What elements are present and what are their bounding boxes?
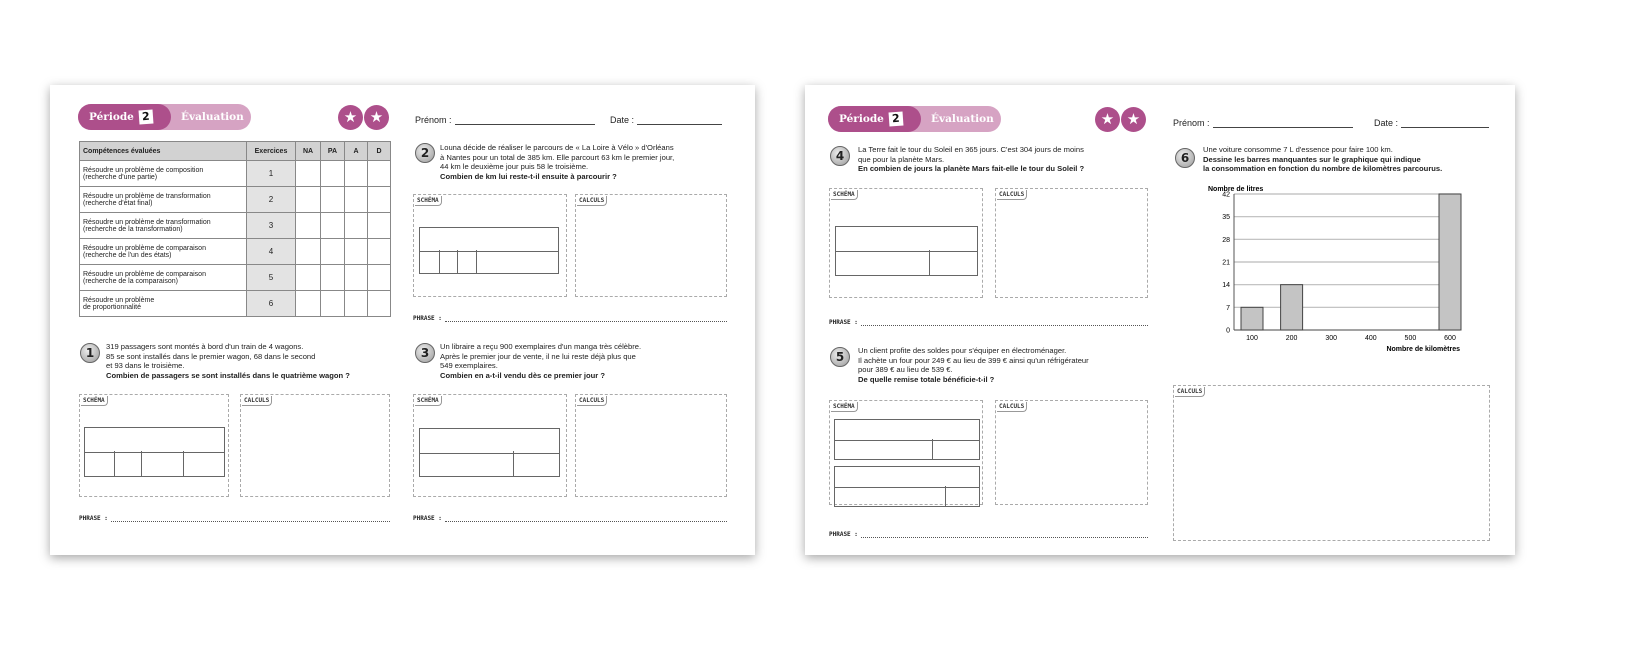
bar-model — [419, 227, 559, 274]
y-axis-label: Nombre de litres — [1208, 186, 1264, 193]
phrase-line[interactable] — [413, 515, 727, 522]
competence-line: Résoudre un problème de transformation — [83, 218, 211, 226]
prenom-label: Prénom : — [1173, 118, 1210, 128]
schema-box[interactable] — [829, 188, 983, 298]
exercise-1-badge: 1 — [80, 343, 100, 363]
phrase-line[interactable] — [829, 319, 1148, 326]
table-row — [80, 213, 391, 239]
question: En combien de jours la planète Mars fait-elle le tour du Soleil ? — [858, 164, 1085, 174]
bar-model — [419, 428, 560, 477]
a-checkbox-cell[interactable] — [345, 239, 368, 265]
col-header: NA — [296, 142, 321, 161]
competence-line: Résoudre un problème de comparaison — [83, 244, 206, 252]
text-line: Une voiture consomme 7 L d'essence pour faire 100 km. — [1203, 145, 1393, 154]
phrase-label: PHRASE : — [829, 531, 858, 538]
schema-label: SCHÉMA — [415, 396, 442, 406]
calculs-label: CALCULS — [577, 396, 607, 406]
schema-box[interactable] — [413, 394, 567, 497]
exercise-4-badge: 4 — [830, 146, 850, 166]
calculs-label: CALCULS — [577, 196, 607, 206]
col-header: A — [345, 142, 368, 161]
star-icon: ★ — [1095, 107, 1120, 132]
table-row — [80, 239, 391, 265]
schema-box[interactable] — [829, 400, 983, 505]
competence-line: Résoudre un problème de transformation — [83, 192, 211, 200]
exercise-number-cell: 2 — [247, 187, 296, 213]
na-checkbox-cell[interactable] — [296, 239, 321, 265]
question: Combien en a-t-il vendu dès ce premier jour ? — [440, 370, 605, 380]
question: Combien de passagers se sont installés dans le quatrième wagon ? — [106, 370, 350, 380]
a-checkbox-cell[interactable] — [345, 213, 368, 239]
y-tick-label: 35 — [1222, 214, 1230, 222]
consumption-bar-chart[interactable] — [1185, 183, 1485, 368]
schema-label: SCHÉMA — [831, 402, 858, 412]
periode-label: Période — [839, 113, 884, 125]
bar-model — [834, 466, 980, 507]
calculs-box[interactable] — [240, 394, 390, 497]
calculs-label: CALCULS — [997, 402, 1027, 412]
competence-cell — [80, 239, 247, 265]
bar-model — [84, 427, 225, 477]
a-checkbox-cell[interactable] — [345, 265, 368, 291]
worksheet-page-1 — [50, 85, 755, 555]
calculs-box[interactable] — [575, 394, 727, 497]
phrase-label: PHRASE : — [829, 319, 858, 326]
question: Dessine les barres manquantes sur le graphique qui indique — [1203, 154, 1421, 164]
na-checkbox-cell[interactable] — [296, 161, 321, 187]
x-tick-label: 600 — [1444, 335, 1456, 342]
d-checkbox-cell[interactable] — [368, 213, 391, 239]
a-checkbox-cell[interactable] — [345, 187, 368, 213]
phrase-line[interactable] — [79, 515, 390, 522]
exercise-6-badge: 6 — [1175, 148, 1195, 168]
exercise-number-cell: 3 — [247, 213, 296, 239]
exercise-2-badge: 2 — [415, 143, 435, 163]
exercise-3-badge: 3 — [415, 343, 435, 363]
col-header: PA — [321, 142, 345, 161]
bar-200 — [1281, 285, 1303, 330]
calculs-box[interactable] — [995, 400, 1148, 505]
exercise-number-cell: 5 — [247, 265, 296, 291]
schema-box[interactable] — [79, 394, 229, 497]
competence-cell — [80, 265, 247, 291]
col-header: D — [368, 142, 391, 161]
periode-header — [828, 106, 1001, 132]
text-line: que pour la planète Mars. — [858, 154, 945, 164]
x-tick-label: 200 — [1285, 335, 1298, 342]
phrase-line[interactable] — [829, 531, 1148, 538]
bar-model — [834, 419, 980, 460]
periode-number: 2 — [888, 112, 903, 127]
evaluation-label: Évaluation — [931, 113, 994, 125]
pa-checkbox-cell[interactable] — [321, 239, 345, 265]
na-checkbox-cell[interactable] — [296, 213, 321, 239]
pa-checkbox-cell[interactable] — [321, 291, 345, 317]
date-label: Date : — [610, 115, 635, 125]
exercise-number-cell: 6 — [247, 291, 296, 317]
text-line: Un libraire a reçu 900 exemplaires d'un manga très célèbre. — [440, 342, 642, 351]
text-line: Louna décide de réaliser le parcours de « La Loire à Vélo » d'Orléans — [440, 143, 674, 152]
x-axis-label: Nombre de kilomètres — [1386, 346, 1460, 353]
na-checkbox-cell[interactable] — [296, 187, 321, 213]
phrase-line[interactable] — [413, 315, 727, 322]
competences-table — [79, 141, 391, 317]
date-label: Date : — [1374, 118, 1399, 128]
schema-label: SCHÉMA — [415, 196, 442, 206]
competence-cell — [80, 161, 247, 187]
text-line: à Nantes pour un total de 385 km. Elle parcourt 63 km le premier jour, — [440, 152, 675, 162]
exercise-2-text — [440, 143, 740, 181]
x-tick-label: 400 — [1364, 335, 1377, 342]
competence-line: Résoudre un problème — [83, 296, 155, 304]
col-header: Exercices — [247, 142, 296, 161]
table-row — [80, 265, 391, 291]
exercise-5-text — [858, 346, 1158, 384]
calculs-label: CALCULS — [1175, 387, 1205, 397]
competence-line: Résoudre un problème de composition — [83, 166, 204, 174]
d-checkbox-cell[interactable] — [368, 239, 391, 265]
pa-checkbox-cell[interactable] — [321, 161, 345, 187]
prenom-field[interactable] — [1173, 118, 1353, 128]
y-tick-label: 14 — [1222, 282, 1230, 290]
na-checkbox-cell[interactable] — [296, 291, 321, 317]
exercise-3-text — [440, 342, 740, 380]
pa-checkbox-cell[interactable] — [321, 187, 345, 213]
competence-line: Résoudre un problème de comparaison — [83, 270, 206, 278]
text-line: Il achète un four pour 249 € au lieu de 399 € ainsi qu'un réfrigérateur — [858, 355, 1089, 365]
y-tick-label: 21 — [1222, 259, 1230, 267]
x-tick-label: 300 — [1325, 335, 1338, 342]
star-icon: ★ — [1121, 107, 1146, 132]
text-line: 549 exemplaires. — [440, 361, 498, 371]
star-icon: ★ — [338, 105, 363, 130]
schema-label: SCHÉMA — [81, 396, 108, 406]
competence-line: (recherche de l'un des états) — [83, 251, 172, 259]
d-checkbox-cell[interactable] — [368, 291, 391, 317]
text-line: La Terre fait le tour du Soleil en 365 jours. C'est 304 jours de moins — [858, 145, 1084, 154]
pa-checkbox-cell[interactable] — [321, 265, 345, 291]
y-tick-label: 7 — [1226, 304, 1230, 312]
exercise-6-text — [1203, 145, 1503, 174]
competence-line: de proportionnalité — [83, 303, 141, 311]
x-tick-label: 100 — [1246, 335, 1258, 342]
competence-cell — [80, 187, 247, 213]
bar-100 — [1241, 307, 1263, 330]
text-line: 319 passagers sont montés à bord d'un train de 4 wagons. — [106, 342, 304, 351]
calculs-label: CALCULS — [242, 396, 272, 406]
exercise-1-text — [106, 342, 401, 380]
competence-line: (recherche d'une partie) — [83, 173, 158, 181]
phrase-label: PHRASE : — [413, 515, 442, 522]
star-icon: ★ — [364, 105, 389, 130]
bar-600 — [1439, 194, 1461, 330]
exercise-4-text — [858, 145, 1158, 174]
col-header: Compétences évaluées — [80, 142, 247, 161]
calculs-label: CALCULS — [997, 190, 1027, 200]
prenom-field[interactable] — [415, 115, 595, 125]
exercise-5-badge: 5 — [830, 347, 850, 367]
periode-label: Période — [89, 111, 134, 123]
y-tick-label: 42 — [1222, 191, 1230, 199]
calculs-box[interactable] — [1173, 385, 1490, 541]
a-checkbox-cell[interactable] — [345, 291, 368, 317]
text-line: Un client profite des soldes pour s'équiper en électroménager. — [858, 346, 1067, 355]
periode-number: 2 — [138, 110, 153, 125]
d-checkbox-cell[interactable] — [368, 161, 391, 187]
text-line: Après le premier jour de vente, il ne lui reste déjà plus que — [440, 351, 636, 361]
pa-checkbox-cell[interactable] — [321, 213, 345, 239]
text-line: pour 389 € au lieu de 539 €. — [858, 365, 953, 375]
competence-line: (recherche de la comparaison) — [83, 277, 178, 285]
table-row — [80, 187, 391, 213]
d-checkbox-cell[interactable] — [368, 265, 391, 291]
date-field[interactable] — [610, 115, 722, 125]
text-line: 85 se sont installés dans le premier wagon, 68 dans le second — [106, 351, 316, 361]
exercise-number-cell: 1 — [247, 161, 296, 187]
y-tick-label: 0 — [1226, 327, 1230, 335]
exercise-number-cell: 4 — [247, 239, 296, 265]
phrase-label: PHRASE : — [79, 515, 108, 522]
question: Combien de km lui reste-t-il ensuite à parcourir ? — [440, 171, 617, 181]
y-tick-label: 28 — [1222, 236, 1230, 244]
bar-model — [835, 226, 978, 276]
calculs-box[interactable] — [995, 188, 1148, 298]
competence-cell — [80, 213, 247, 239]
evaluation-label: Évaluation — [181, 111, 244, 123]
competence-line: (recherche d'état final) — [83, 199, 153, 207]
x-tick-label: 500 — [1404, 335, 1417, 342]
text-line: et 93 dans le troisième. — [106, 361, 185, 371]
question: De quelle remise totale bénéficie-t-il ? — [858, 374, 995, 384]
calculs-box[interactable] — [575, 194, 727, 297]
na-checkbox-cell[interactable] — [296, 265, 321, 291]
text-line: 44 km le deuxième jour puis 58 le troisième. — [440, 162, 589, 172]
date-field[interactable] — [1374, 118, 1489, 128]
phrase-label: PHRASE : — [413, 315, 442, 322]
question: la consommation en fonction du nombre de kilomètres parcourus. — [1203, 164, 1443, 174]
competence-line: (recherche de la transformation) — [83, 225, 183, 233]
table-row — [80, 161, 391, 187]
schema-label: SCHÉMA — [831, 190, 858, 200]
worksheet-page-2 — [805, 85, 1515, 555]
d-checkbox-cell[interactable] — [368, 187, 391, 213]
competence-cell — [80, 291, 247, 317]
table-row — [80, 291, 391, 317]
a-checkbox-cell[interactable] — [345, 161, 368, 187]
prenom-label: Prénom : — [415, 115, 452, 125]
schema-box[interactable] — [413, 194, 567, 297]
periode-header — [78, 104, 251, 130]
